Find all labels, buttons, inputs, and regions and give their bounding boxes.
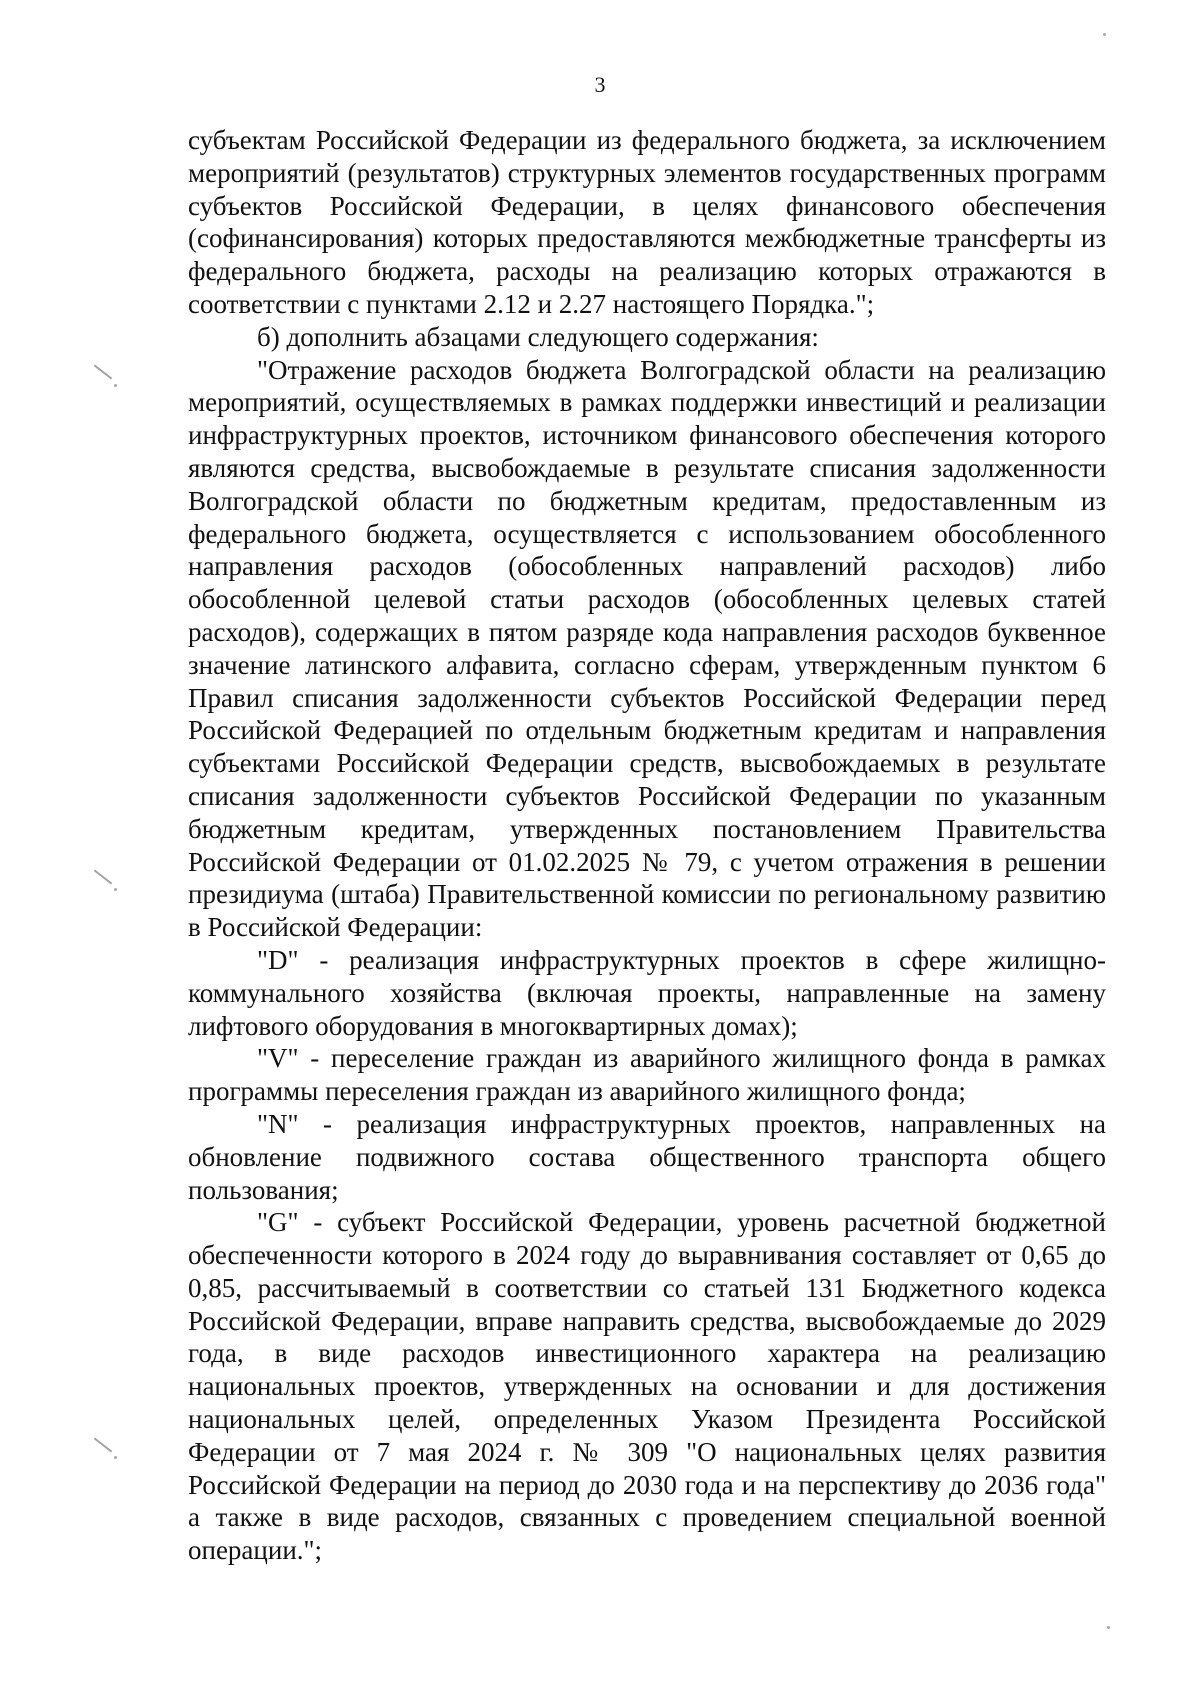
- page-number: 3: [594, 72, 606, 97]
- scan-mark: [114, 384, 117, 387]
- document-body: [188, 124, 1106, 1567]
- paragraph-code-v: "V" - переселение граждан из аварийного жилищного фонда в рамках программы переселения граждан из аварийного жилищного фонда;: [188, 1043, 1106, 1107]
- scan-mark: [1107, 1626, 1110, 1629]
- scan-mark: [114, 888, 117, 891]
- paragraph-code-d: "D" - реализация инфраструктурных проектов в сфере жилищно-коммунального хозяйства (включая проекты, направленные на замену лифтового оборудования в многоквартирных домах);: [188, 944, 1106, 1041]
- paragraph-expense-reflection: "Отражение расходов бюджета Волгоградской области на реализацию мероприятий, осуществляемых в рамках поддержки инвестиций и реализации инфраструктурных проектов, источником финансового обеспечения которого являются средства, высвобождаемые в результате списания задолженности Волгоградской области по бюджетным кредитам, предоставленным из федерального бюджета, осуществляется с использованием обособленного направления расходов (обособленных направлений расходов) либо обособленной целевой статьи расходов (обособленных целевых статей расходов), содержащих в пятом разряде кода направления расходов буквенное значение латинского алфавита, согласно сферам, утвержденным пунктом 6 Правил списания задолженности субъектов Российской Федерации перед Российской Федерацией по отдельным бюджетным кредитам и направления субъектами Российской Федерации средств, высвобождаемых в результате списания задолженности субъектов Российской Федерации по указанным бюджетным кредитам, утвержденных постановлением Правительства Российской Федерации от 01.02.2025 № 79, с учетом отражения в решении президиума (штаба) Правительственной комиссии по региональному развитию в Российской Федерации:: [188, 354, 1106, 943]
- scan-mark: [1103, 33, 1106, 36]
- paragraph-code-n: "N" - реализация инфраструктурных проектов, направленных на обновление подвижного состава общественного транспорта общего пользования;: [188, 1108, 1106, 1205]
- scan-mark: [94, 1437, 113, 1452]
- paragraph-code-g: "G" - субъект Российской Федерации, уровень расчетной бюджетной обеспеченности которого в 2024 году до выравнивания составляет от 0,65 до 0,85, рассчитываемый в соответствии со статьей 131 Бюджетного кодекса Российской Федерации, вправе направить средства, высвобождаемые до 2029 года, в виде расходов инвестиционного характера на реализацию национальных проектов, утвержденных на основании и для достижения национальных целей, определенных Указом Президента Российской Федерации от 7 мая 2024 г. № 309 "О национальных целях развития Российской Федерации на период до 2030 года и на перспективу до 2036 года" а также в виде расходов, связанных с проведением специальной военной операции.";: [188, 1207, 1106, 1566]
- scan-mark: [94, 364, 113, 379]
- scan-mark: [94, 869, 113, 884]
- paragraph-amendment-b: б) дополнить абзацами следующего содержания:: [257, 321, 819, 352]
- paragraph-continuation: субъектам Российской Федерации из федерального бюджета, за исключением мероприятий (результатов) структурных элементов государственных программ субъектов Российской Федерации, в целях финансового обеспечения (софинансирования) которых предоставляются межбюджетные трансферты из федерального бюджета, расходы на реализацию которых отражаются в соответствии с пунктами 2.12 и 2.27 настоящего Порядка.";: [188, 125, 1106, 319]
- scan-mark: [114, 1456, 117, 1459]
